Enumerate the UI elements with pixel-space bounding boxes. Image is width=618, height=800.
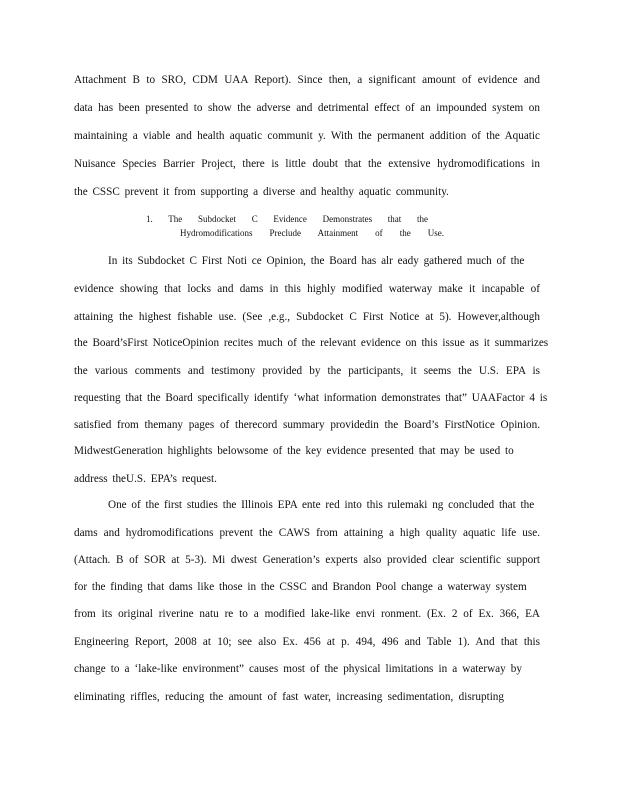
section-heading-line-2: Hydromodifications Preclude Attainment of the Use. (180, 228, 444, 238)
paragraph3-line-1: One of the first studies the Illinois EPA ente red into this rulemaki ng concluded that the (108, 499, 535, 511)
paragraph2-line-6: requesting that the Board specifically identify ‘what information demonstrates that” UAAFactor 4 is (74, 392, 548, 404)
paragraph1-line-2: data has been presented to show the adverse and detrimental effect of an impounded system on (74, 102, 540, 114)
paragraph3-line-3: (Attach. B of SOR at 5-3). Mi dwest Generation’s experts also provided clear scientific support (74, 554, 540, 566)
paragraph1-line-5: the CSSC prevent it from supporting a diverse and healthy aquatic community. (74, 186, 449, 198)
paragraph2-line-3: attaining the highest fishable use. (See ,e.g., Subdocket C First Notice at 5). However,although (74, 311, 540, 323)
paragraph3-line-7: change to a ‘lake-like environment” causes most of the physical limitations in a waterway by (74, 663, 522, 675)
paragraph2-line-9: address theU.S. EPA’s request. (74, 473, 217, 485)
paragraph3-line-5: from its original riverine natu re to a modified lake-like envi ronment. (Ex. 2 of Ex. 366, EA (74, 608, 540, 620)
paragraph2-line-2: evidence showing that locks and dams in this highly modified waterway make it incapable of (74, 283, 540, 295)
paragraph2-line-8: MidwestGeneration highlights belowsome of the key evidence presented that may be used to (74, 445, 514, 457)
paragraph1-line-4: Nuisance Species Barrier Project, there is little doubt that the extensive hydromodifications in (74, 158, 540, 170)
paragraph2-line-7: satisfied from themany pages of therecord summary providedin the Board’s FirstNotice Opinion. (74, 419, 540, 431)
paragraph3-line-4: for the finding that dams like those in the CSSC and Brandon Pool change a waterway system (74, 581, 527, 593)
paragraph2-line-1: In its Subdocket C First Noti ce Opinion, the Board has alr eady gathered much of the (108, 255, 525, 267)
paragraph2-line-5: the various comments and testimony provided by the participants, it seems the U.S. EPA is (74, 365, 540, 377)
paragraph2-line-4: the Board’sFirst NoticeOpinion recites much of the relevant evidence on this issue as it summarizes (74, 337, 549, 349)
paragraph3-line-2: dams and hydromodifications prevent the CAWS from attaining a high quality aquatic life use. (74, 527, 540, 539)
paragraph3-line-6: Engineering Report, 2008 at 10; see also Ex. 456 at p. 494, 496 and Table 1). And that this (74, 636, 540, 648)
paragraph1-line-3: maintaining a viable and health aquatic communit y. With the permanent addition of the Aquatic (74, 130, 540, 142)
paragraph3-line-8: eliminating riffles, reducing the amount of fast water, increasing sedimentation, disrupting (74, 691, 504, 703)
paragraph1-line-1: Attachment B to SRO, CDM UAA Report). Since then, a significant amount of evidence and (74, 74, 540, 86)
section-heading-line-1: 1. The Subdocket C Evidence Demonstrates that the (146, 214, 428, 224)
